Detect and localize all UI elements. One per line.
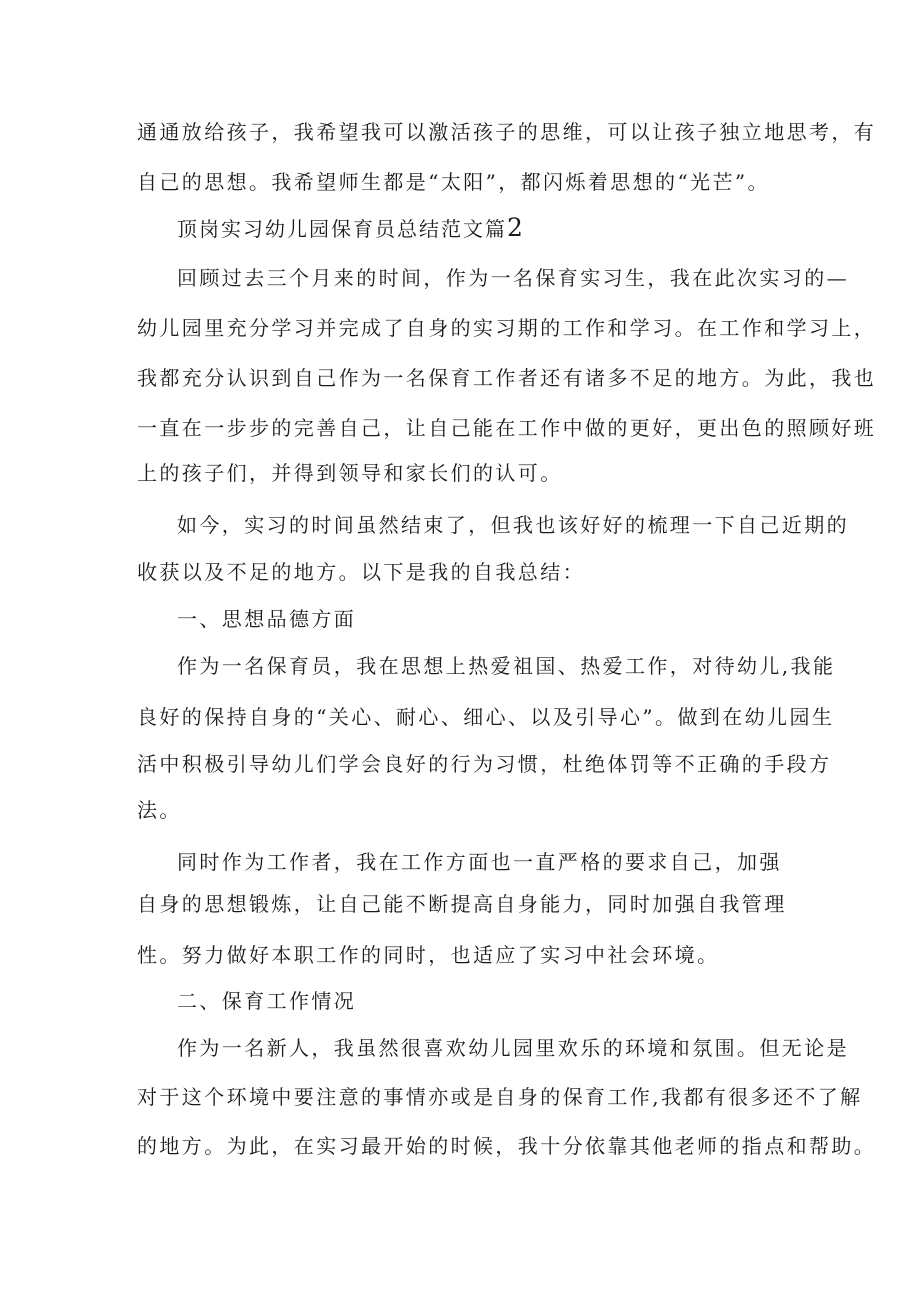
paragraph-line: 我都充分认识到自己作为一名保育工作者还有诸多不足的地方。为此，我也 [137, 366, 877, 390]
heading-number: 2 [507, 213, 523, 242]
paragraph-line: 作为一名保育员，我在思想上热爱祖国、热爱工作，对待幼儿,我能 [177, 654, 836, 678]
paragraph-line: 的地方。为此，在实习最开始的时候，我十分依靠其他老师的指点和帮助。 [137, 1134, 877, 1158]
paragraph-line: 通通放给孩子，我希望我可以激活孩子的思维，可以让孩子独立地思考，有 [137, 120, 877, 144]
heading-text: 顶岗实习幼儿园保育员总结范文篇 [177, 217, 507, 241]
paragraph-line: 性。努力做好本职工作的同时，也适应了实习中社会环境。 [137, 943, 720, 967]
paragraph-line: 一直在一步步的完善自己，让自己能在工作中做的更好，更出色的照顾好班 [137, 416, 877, 440]
paragraph-line: 法。 [137, 798, 182, 822]
paragraph-line: 同时作为工作者，我在工作方面也一直严格的要求自己，加强 [177, 850, 782, 874]
section-heading [177, 214, 523, 242]
paragraph-line: 上的孩子们，并得到领导和家长们的认可。 [137, 461, 563, 485]
subheading: 一、思想品德方面 [177, 607, 357, 631]
paragraph-line: 作为一名新人，我虽然很喜欢幼儿园里欢乐的环境和氛围。但无论是 [177, 1036, 849, 1060]
paragraph-line: 自身的思想锻炼，让自己能不断提高自身能力，同时加强自我管理 [137, 892, 787, 916]
paragraph-line: 活中积极引导幼儿们学会良好的行为习惯，杜绝体罚等不正确的手段方 [137, 752, 832, 776]
paragraph-line: 如今，实习的时间虽然结束了，但我也该好好的梳理一下自己近期的 [177, 513, 849, 537]
paragraph-line: 良好的保持自身的“关心、耐心、细心、以及引导心”。做到在幼儿园生 [137, 705, 835, 729]
paragraph-line: 幼儿园里充分学习并完成了自身的实习期的工作和学习。在工作和学习上， [137, 316, 877, 340]
paragraph-line: 对于这个环境中要注意的事情亦或是自身的保育工作,我都有很多还不了解 [137, 1085, 863, 1109]
subheading: 二、保育工作情况 [177, 989, 357, 1013]
paragraph-line: 收获以及不足的地方。以下是我的自我总结： [137, 560, 585, 584]
paragraph-line: 回顾过去三个月来的时间，作为一名保育实习生，我在此次实习的— [177, 266, 849, 290]
paragraph-line: 自己的思想。我希望师生都是“太阳”，都闪烁着思想的“光芒”。 [137, 170, 770, 194]
